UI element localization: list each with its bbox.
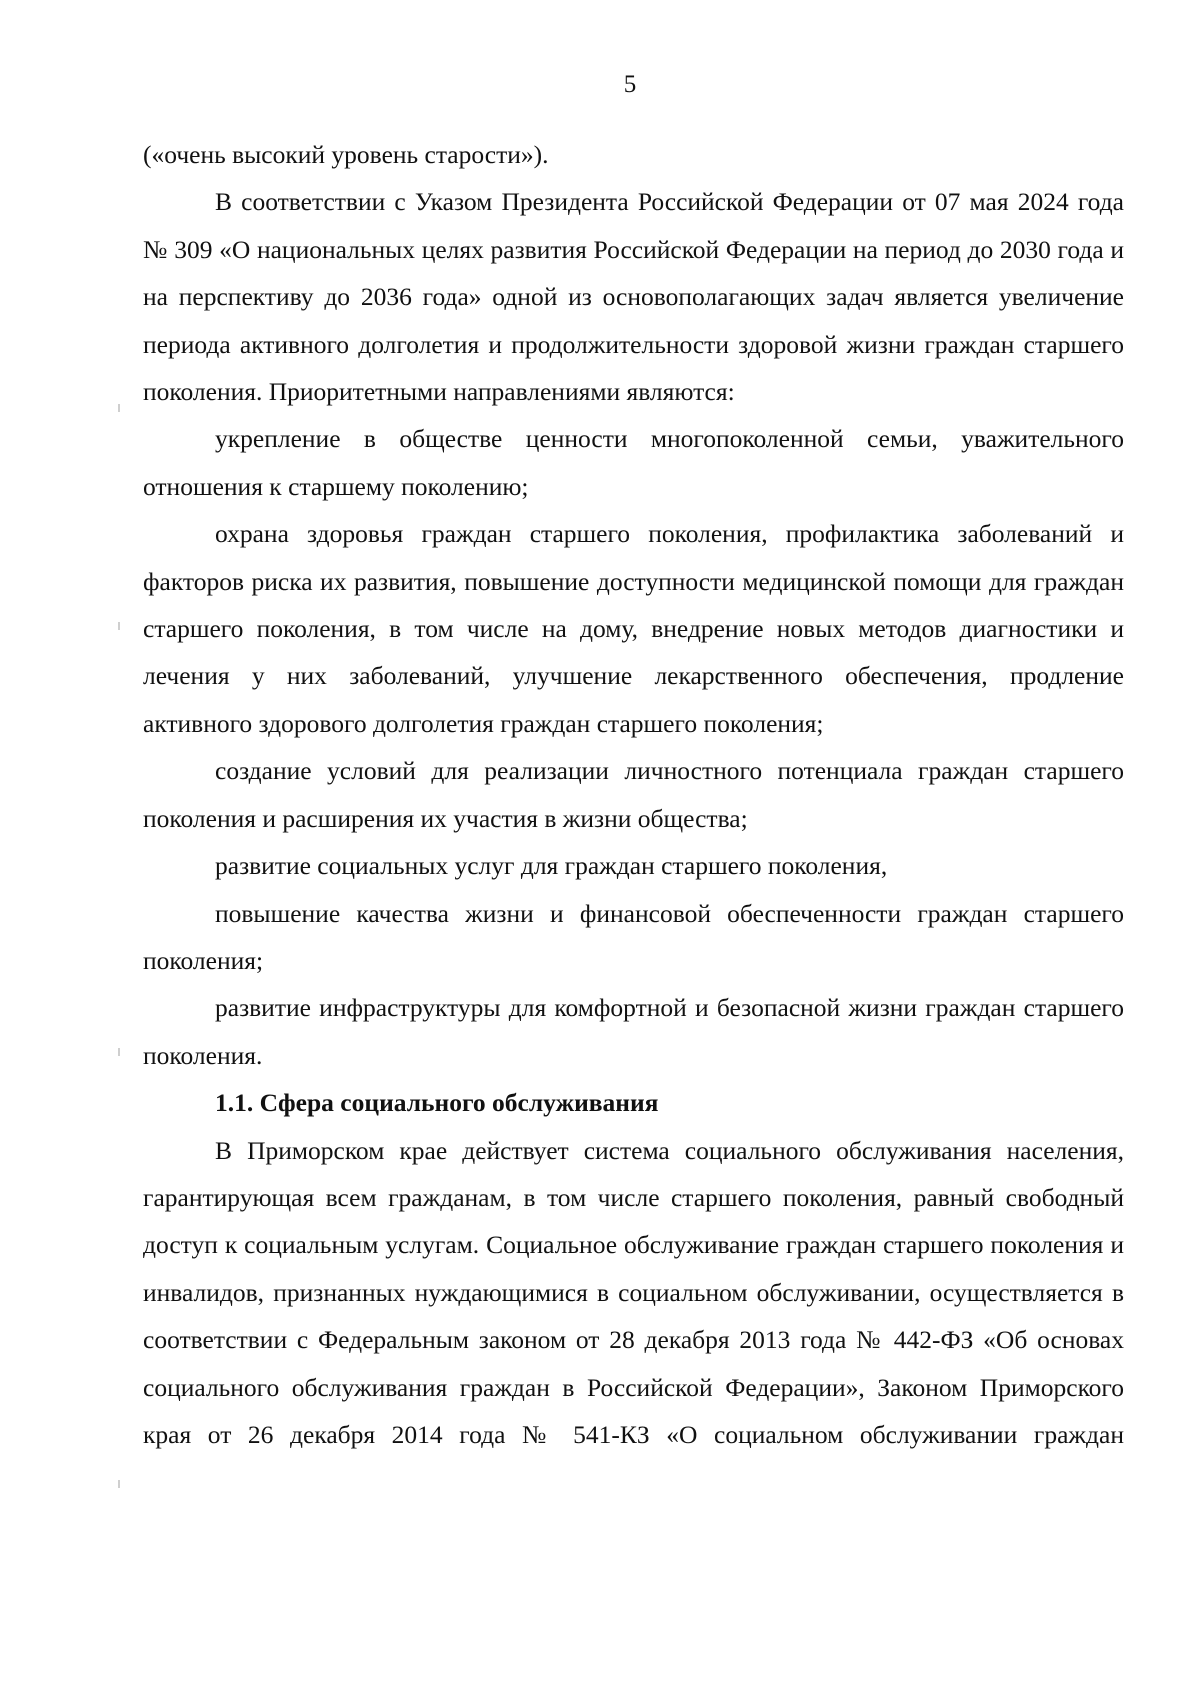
scan-margin-mark [118,1480,120,1488]
list-item-health-protection: охрана здоровья граждан старшего поколения, профилактика заболеваний и факторов риска их развития, повышение доступности медицинской помощи для граждан старшего поколения, в том числе на дому, внедрение новых методов диагностики и лечения у них заболеваний, улучшение лекарственного обеспечения, продление активного здорового долголетия граждан старшего поколения; [143,519,1124,738]
scan-margin-mark [118,1048,120,1056]
scan-margin-mark [118,622,120,630]
list-item-infrastructure: развитие инфраструктуры для комфортной и безопасной жизни граждан старшего поколения. [143,993,1124,1070]
list-item-quality-of-life: повышение качества жизни и финансовой обеспеченности граждан старшего поколения; [143,898,1124,975]
list-item-personal-potential: создание условий для реализации личностного потенциала граждан старшего поколения и расширения их участия в жизни общества; [143,756,1124,833]
paragraph-decree: В соответствии с Указом Президента Российской Федерации от 07 мая 2024 года № 309 «О национальных целях развития Российской Федерации на период до 2030 года и на перспективу до 2036 года» одной из основополагающих задач является увеличение периода активного долголетия и продолжительности здоровой жизни граждан старшего поколения. Приоритетными направлениями являются: [143,187,1124,407]
list-item-social-services: развитие социальных услуг для граждан старшего поколения, [215,851,888,881]
document-body [143,131,1124,1458]
paragraph-social-service-system: В Приморском крае действует система социального обслуживания населения, гарантирующая всем гражданам, в том числе старшего поколения, равный свободный доступ к социальным услугам. Социальное обслуживание граждан старшего поколения и инвалидов, признанных нуждающимися в социальном обслуживании, осуществляется в соответствии с Федеральным законом от 28 декабря 2013 года № 442-ФЗ «Об основах социального обслуживания граждан в Российской Федерации», Законом Приморского края от 26 декабря 2014 года № 541-КЗ «О социальном обслуживании граждан [143,1135,1124,1449]
page-number: 5 [623,71,637,98]
list-item-family-values: укрепление в обществе ценности многопоколенной семьи, уважительного отношения к старшему поколению; [143,424,1124,501]
scan-margin-mark [118,404,120,412]
paragraph-continuation: («очень высокий уровень старости»). [143,140,549,169]
section-heading: 1.1. Сфера социального обслуживания [215,1088,659,1118]
